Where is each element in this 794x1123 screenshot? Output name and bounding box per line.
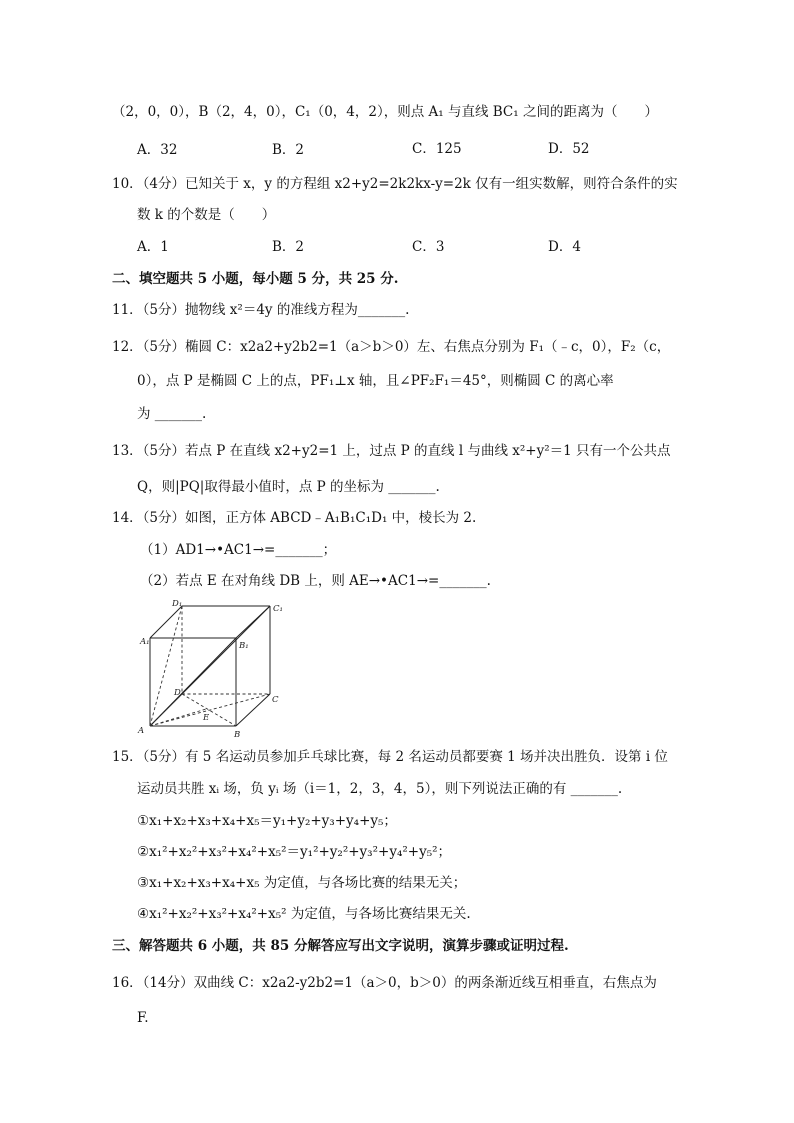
q15-item-1: ①x₁+x₂+x₃+x₄+x₅＝y₁+y₂+y₃+y₄+y₅； [137,813,397,829]
q15-item-4: ④x₁²+x₂²+x₃²+x₄²+x₅² 为定值，与各场比赛结果无关. [137,906,471,922]
q14-sub2: （2）若点 E 在对角线 DB 上，则 AE→•AC1→=_______. [140,573,491,589]
q9-option-c-text: C．125 [412,141,462,157]
label-a: A [138,726,145,736]
q10-option-b: B．2 [272,239,305,255]
label-b: B [234,730,241,740]
label-e: E [203,713,210,723]
q10-option-c: C．3 [412,239,445,255]
q15-stem-line2: 运动员共胜 xᵢ 场，负 yᵢ 场（i＝1，2，3，4，5），则下列说法正确的有 _______. [137,781,623,797]
q9-option-b: B．2 [272,142,305,158]
section-3-heading: 三、解答题共 6 小题，共 85 分解答应写出文字说明，演算步骤或证明过程. [112,938,569,954]
q15-item-3: ③x₁+x₂+x₃+x₄+x₅ 为定值，与各场比赛的结果无关； [137,875,467,891]
q16-stem-line2: F. [137,1010,149,1026]
q10-stem-line2: 数 k 的个数是（ ） [137,207,276,223]
q12-stem-line1: 12．（5分）椭圆 C：x2a2+y2b2=1（a＞b＞0）左、右焦点分别为 F₁（﹣c，0），F₂（c， [112,339,671,355]
q9-stem: （2，0，0），B（2，4，0），C₁（0，4，2），则点 A₁ 与直线 BC₁ 之间的距离为（ ） [112,104,658,120]
q15-item-2: ②x₁²+x₂²+x₃²+x₄²+x₅²＝y₁²+y₂²+y₃²+y₄²+y₅²； [137,844,452,860]
label-d1: D₁ [172,599,183,609]
q10-option-d: D．4 [548,239,581,255]
q9-option-c [412,139,462,159]
section-2-heading: 二、填空题共 5 小题，每小题 5 分，共 25 分. [112,271,399,287]
q13-stem-line2: Q，则|PQ|取得最小值时，点 P 的坐标为 _______. [137,479,440,495]
q9-option-d-text: D．52 [548,141,590,157]
q14-stem: 14．（5分）如图，正方体 ABCD﹣A₁B₁C₁D₁ 中，棱长为 2. [112,510,477,526]
cube-figure [136,598,296,740]
q15-stem-line1: 15．（5分）有 5 名运动员参加乒乓球比赛，每 2 名运动员都要赛 1 场并决出胜负．设第 i 位 [112,749,668,765]
q12-stem-line3: 为 _______. [137,406,207,422]
q11-stem: 11．（5分）抛物线 x²＝4y 的准线方程为_______. [112,302,410,318]
q10-option-a: A．1 [137,239,169,255]
q14-sub1: （1）AD1→•AC1→=_______； [140,542,337,558]
q13-stem-line1: 13．（5分）若点 P 在直线 x2+y2=1 上，过点 P 的直线 l 与曲线 x²+y²＝1 只有一个公共点 [112,443,671,459]
label-d: D [174,688,181,698]
hidden-diagonal-ac [150,694,270,726]
label-c: C [272,695,279,705]
hidden-diagonal-ad1 [150,606,182,726]
edge-a1d1 [150,606,182,638]
q9-option-a: A．32 [137,142,178,158]
label-b1: B₁ [239,641,249,651]
label-a1: A₁ [140,637,150,647]
q12-stem-line2: 0），点 P 是椭圆 C 上的点，PF₁⊥x 轴，且∠PF₂F₁＝45°，则椭圆 C 的离心率 [137,373,614,389]
label-c1: C₁ [273,604,283,614]
q16-stem-line1: 16．（14分）双曲线 C：x2a2-y2b2=1（a＞0，b＞0）的两条渐近线互相垂直，右焦点为 [112,975,657,991]
q9-option-d [548,139,590,159]
q10-stem-line1: 10．（4分）已知关于 x，y 的方程组 x2+y2=2k2kx-y=2k 仅有一组实数解，则符合条件的实 [112,176,678,192]
